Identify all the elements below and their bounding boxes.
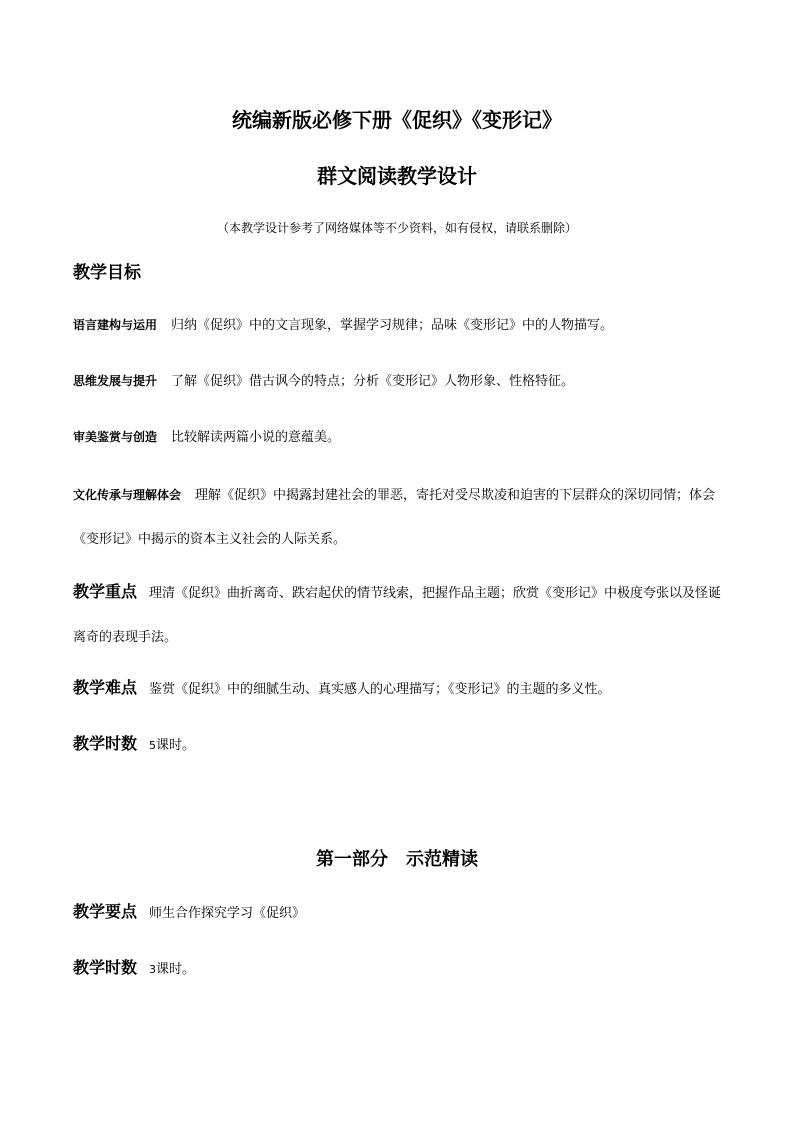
goal-text: 了解《促织》借古讽今的特点；分析《变形记》人物形象、性格特征。 xyxy=(171,374,575,389)
difficulties xyxy=(73,668,723,710)
part1-heading: 第一部分 示范精读 xyxy=(316,849,478,870)
hours-unit: 课时。 xyxy=(156,738,196,753)
essentials-label: 教学要点 xyxy=(73,902,138,921)
goal-item xyxy=(73,417,723,458)
part1-hours xyxy=(73,948,723,990)
goal-label: 审美鉴赏与创造 xyxy=(73,430,158,444)
goal-item xyxy=(73,305,723,346)
key-points-label: 教学重点 xyxy=(73,582,138,601)
essentials-text: 师生合作探究学习《促织》 xyxy=(149,906,306,921)
disclaimer-note: （本教学设计参考了网络媒体等不少资料，如有侵权，请联系删除） xyxy=(216,221,577,235)
part1-hours-number: 3 xyxy=(149,963,157,976)
goal-item xyxy=(73,473,723,562)
doc-title-line1: 统编新版必修下册《促织》《变形记》 xyxy=(232,108,562,132)
goal-text: 比较解读两篇小说的意蕴美。 xyxy=(171,430,341,445)
goal-label: 思维发展与提升 xyxy=(73,374,158,388)
difficulties-label: 教学难点 xyxy=(73,678,138,697)
goals-heading: 教学目标 xyxy=(73,263,141,283)
goal-item xyxy=(73,361,723,402)
teaching-hours xyxy=(73,724,723,766)
goal-label: 文化传承与理解体会 xyxy=(73,488,182,502)
part1-essentials xyxy=(73,892,723,934)
difficulties-text: 鉴赏《促织》中的细腻生动、真实感人的心理描写；《变形记》的主题的多义性。 xyxy=(149,682,611,697)
part1-hours-label: 教学时数 xyxy=(73,958,138,977)
doc-title-line2: 群文阅读教学设计 xyxy=(317,164,477,188)
hours-number: 5 xyxy=(149,739,157,752)
hours-label: 教学时数 xyxy=(73,734,138,753)
goal-label: 语言建构与运用 xyxy=(73,318,158,332)
goal-text: 理解《促织》中揭露封建社会的罪恶，寄托对受尽欺凌和迫害的下层群众的深切同情；体会《变形记》中揭示的资本主义社会的人际关系。 xyxy=(73,488,716,547)
goal-text: 归纳《促织》中的文言现象，掌握学习规律；品味《变形记》中的人物描写。 xyxy=(171,318,614,333)
key-points-text: 理清《促织》曲折离奇、跌宕起伏的情节线索，把握作品主题；欣赏《变形记》中极度夸张以及怪诞离奇的表现手法。 xyxy=(73,586,722,645)
part1-hours-unit: 课时。 xyxy=(156,962,196,977)
key-points xyxy=(73,570,723,660)
